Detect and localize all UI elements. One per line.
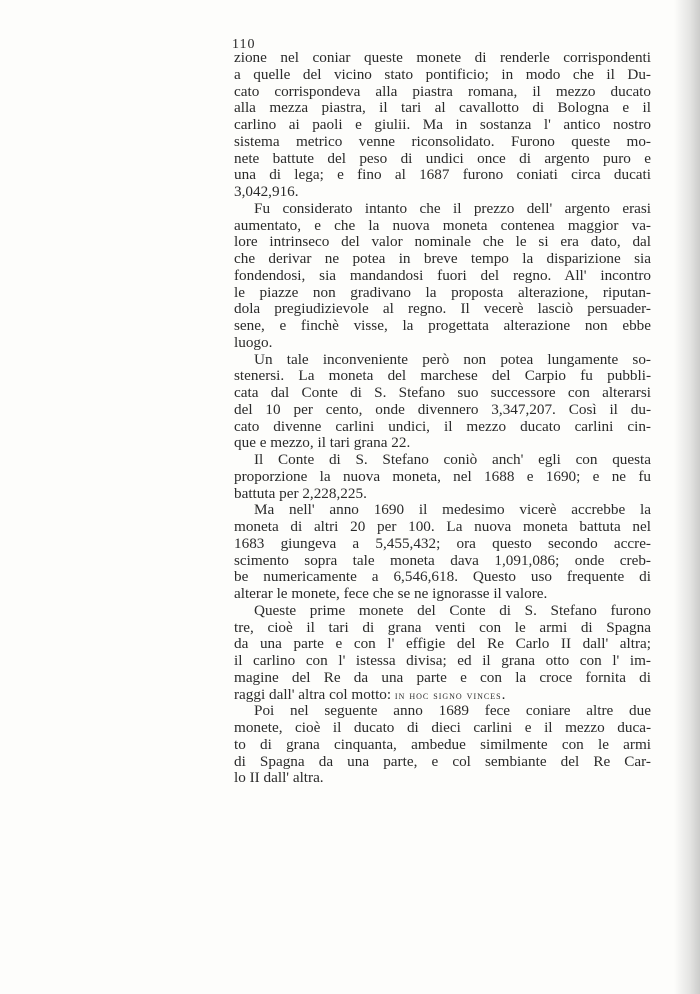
text-line: proporzione la nuova moneta, nel 1688 e 1690; e ne fu (234, 467, 651, 485)
text-line: moneta di altri 20 per 100. La nuova moneta battuta nel (234, 518, 651, 535)
paragraph (234, 502, 651, 603)
page-edge-shadow (674, 0, 700, 994)
text-line: lo II dall' altra. (234, 769, 324, 787)
text-line: Un tale inconveniente però non potea lungamente so- (254, 350, 651, 368)
text-line: to di grana cinquanta, ambedue similmente con le armi (234, 735, 651, 753)
text-line: Poi nel seguente anno 1689 fece coniare altre due (254, 702, 651, 720)
text-line: cato corrispondeva alla piastra romana, il mezzo ducato (234, 82, 651, 100)
text-line: Il Conte di S. Stefano coniò anch' egli con questa (254, 451, 651, 468)
text-line: da una parte e con l' effigie del Re Carlo II dall' altra; (234, 635, 651, 653)
paragraph (234, 352, 651, 453)
motto: in hoc signo vinces (394, 687, 502, 702)
text-line: alla mezza piastra, il tari al cavallotto di Bologna e il (234, 99, 651, 117)
text-line: scimento sopra tale moneta dava 1,091,086; onde creb- (234, 551, 651, 569)
text-line: alterar le monete, fece che se ne ignorasse il valore. (234, 585, 548, 602)
text-line: cato divenne carlini undici, il mezzo ducato carlini cin- (234, 417, 651, 435)
text-line: que e mezzo, il tari grana 22. (234, 434, 411, 452)
text-line: magine del Re da una parte e con la croce fornita di (234, 668, 651, 686)
text-line: Queste prime monete del Conte di S. Stefano furono (254, 601, 651, 619)
text-line: Ma nell' anno 1690 il medesimo vicerè accrebbe la (254, 501, 651, 519)
text-line: stenersi. La moneta del marchese del Carpio fu pubbli- (234, 367, 651, 385)
text-line: monete, cioè il ducato di dieci carlini e il mezzo duca- (234, 719, 651, 736)
text-line: lore intrinseco del valor nominale che le si era dato, dal (234, 233, 651, 251)
text-line: cata dal Conte di S. Stefano suo successore con alterarsi (234, 384, 651, 401)
text-line: del 10 per cento, onde divennero 3,347,207. Così il du- (234, 400, 651, 418)
text-line: fondendosi, sia mandandosi fuori del regno. All' incontro (234, 266, 651, 284)
text-line: Fu considerato intanto che il prezzo dell' argento erasi (254, 199, 651, 217)
paragraph (234, 703, 651, 787)
text-line: zione nel coniar queste monete di renderle corrispondenti (234, 49, 651, 66)
text-line: luogo. (234, 333, 273, 351)
page-number: 110 (232, 37, 256, 52)
text-line: battuta per 2,228,225. (234, 484, 367, 502)
text-line: che derivar ne potea in breve tempo la disparizione sia (234, 250, 651, 267)
text-line: 3,042,916. (234, 183, 299, 200)
text-line: dola pregiudizievole al regno. Il vecerè lasciò persuader- (234, 300, 651, 318)
text-line: a quelle del vicino stato pontificio; in modo che il Du- (234, 65, 651, 83)
text-line: sistema metrico venne riconsolidato. Furono queste mo- (234, 132, 651, 150)
text-line: raggi dall' altra col motto: in hoc signo vinces. (234, 685, 506, 703)
text-line: una di lega; e fino al 1687 furono coniati circa ducati (234, 166, 651, 184)
paragraph (234, 201, 651, 352)
text-line: nete battute del peso di undici once di argento puro e (234, 149, 651, 167)
body-text (234, 50, 651, 787)
text-line: di Spagna da una parte, e col sembiante del Re Car- (234, 752, 651, 770)
paragraph (234, 452, 651, 502)
text-line: le piazze non gradivano la proposta alterazione, riputan- (234, 283, 651, 301)
text-line: carlino ai paoli e giulii. Ma in sostanza l' antico nostro (234, 116, 651, 133)
paragraph (234, 603, 651, 704)
paragraph (234, 50, 651, 201)
text-line: tre, cioè il tari di grana venti con le armi di Spagna (234, 618, 651, 636)
text-line: il carlino con l' istessa divisa; ed il grana otto con l' im- (234, 652, 651, 669)
text-line: be numericamente a 6,546,618. Questo uso frequente di (234, 568, 651, 586)
text-line: aumentato, e che la nuova moneta contenea maggior va- (234, 216, 651, 234)
text-line: 1683 giungeva a 5,455,432; ora questo secondo accre- (234, 534, 651, 552)
text-line: sene, e finchè visse, la progettata alterazione non ebbe (234, 317, 651, 334)
